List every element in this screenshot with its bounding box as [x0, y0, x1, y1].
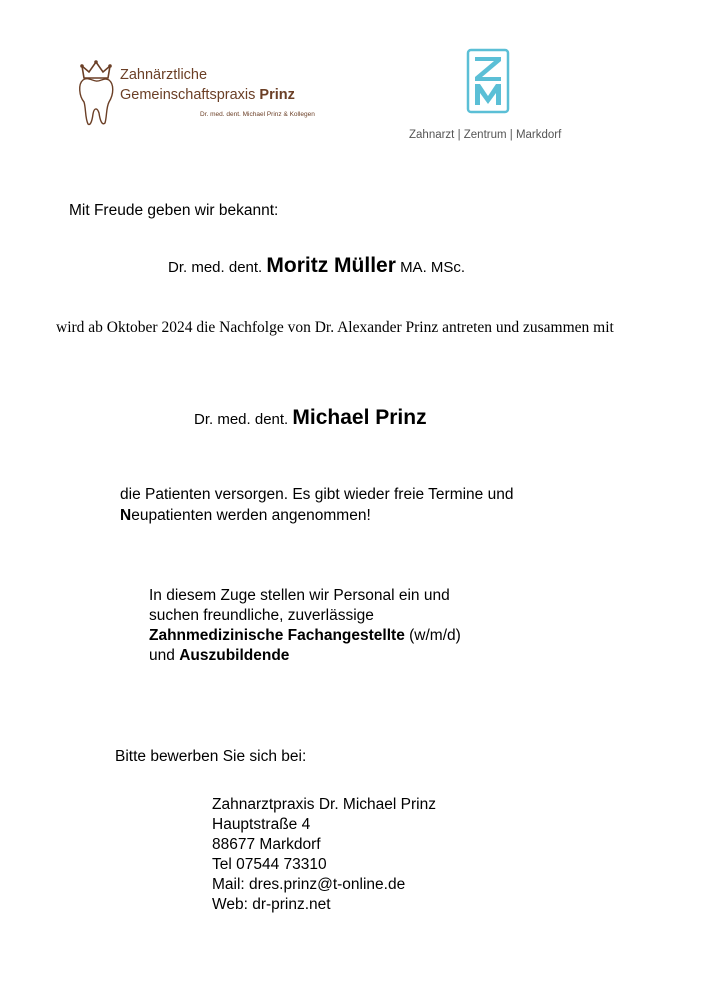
patients-paragraph: [120, 484, 560, 526]
doctor-1-prefix: Dr. med. dent.: [168, 259, 263, 276]
jobs-line-2: suchen freundliche, zuverlässige: [149, 607, 374, 624]
logo-subline: Dr. med. dent. Michael Prinz & Kollegen: [200, 111, 315, 118]
contact-practice: Zahnarztpraxis Dr. Michael Prinz: [212, 796, 436, 813]
tooth-crown-icon: [76, 58, 118, 128]
contact-phone: Tel 07544 73310: [212, 856, 327, 873]
apply-text: Bitte bewerben Sie sich bei:: [115, 748, 307, 765]
jobs-line-4: [149, 646, 529, 666]
contact-mail[interactable]: Mail: dres.prinz@t-online.de: [212, 876, 406, 893]
contact-block: [212, 795, 436, 915]
contact-city: 88677 Markdorf: [212, 836, 321, 853]
logo-line-2: [120, 87, 295, 103]
logo-line-2-regular: Gemeinschaftspraxis: [120, 87, 256, 103]
jobs-paragraph: [149, 586, 529, 666]
patients-line-2-rest: eupatienten werden angenommen!: [131, 507, 371, 524]
logo-caption: Zahnarzt | Zentrum | Markdorf: [409, 129, 562, 141]
doctor-1-suffix: MA. MSc.: [400, 259, 466, 276]
patients-line-2: [120, 505, 560, 526]
doctor-2-name: Michael Prinz: [292, 406, 427, 429]
logo-line-1: Zahnärztliche: [120, 67, 208, 83]
doctor-2-line: [194, 406, 427, 430]
jobs-line-4-prefix: und: [149, 647, 175, 664]
patients-line-2-initial: N: [120, 507, 132, 524]
doctor-1-name: Moritz Müller: [266, 254, 396, 277]
contact-web[interactable]: Web: dr-prinz.net: [212, 896, 331, 913]
zzm-logo-icon: [466, 48, 510, 114]
contact-street: Hauptstraße 4: [212, 816, 311, 833]
patients-line-1: die Patienten versorgen. Es gibt wieder freie Termine und: [120, 486, 514, 503]
job-title-zfa: Zahnmedizinische Fachangestellte: [149, 627, 405, 644]
job-gender-note: (w/m/d): [409, 627, 461, 644]
succession-text: wird ab Oktober 2024 die Nachfolge von Dr. Alexander Prinz antreten und zusammen mit: [56, 319, 614, 336]
doctor-1-line: [168, 254, 465, 278]
zzm-logo: [466, 48, 510, 114]
doctor-2-prefix: Dr. med. dent.: [194, 411, 289, 428]
jobs-line-3: [149, 626, 529, 646]
jobs-line-1: In diesem Zuge stellen wir Personal ein und: [149, 587, 450, 604]
logo-line-2-bold: Prinz: [259, 87, 295, 103]
job-title-trainee: Auszubildende: [179, 647, 290, 664]
practice-logo: [76, 58, 336, 128]
announcement: Mit Freude geben wir bekannt:: [69, 202, 279, 219]
